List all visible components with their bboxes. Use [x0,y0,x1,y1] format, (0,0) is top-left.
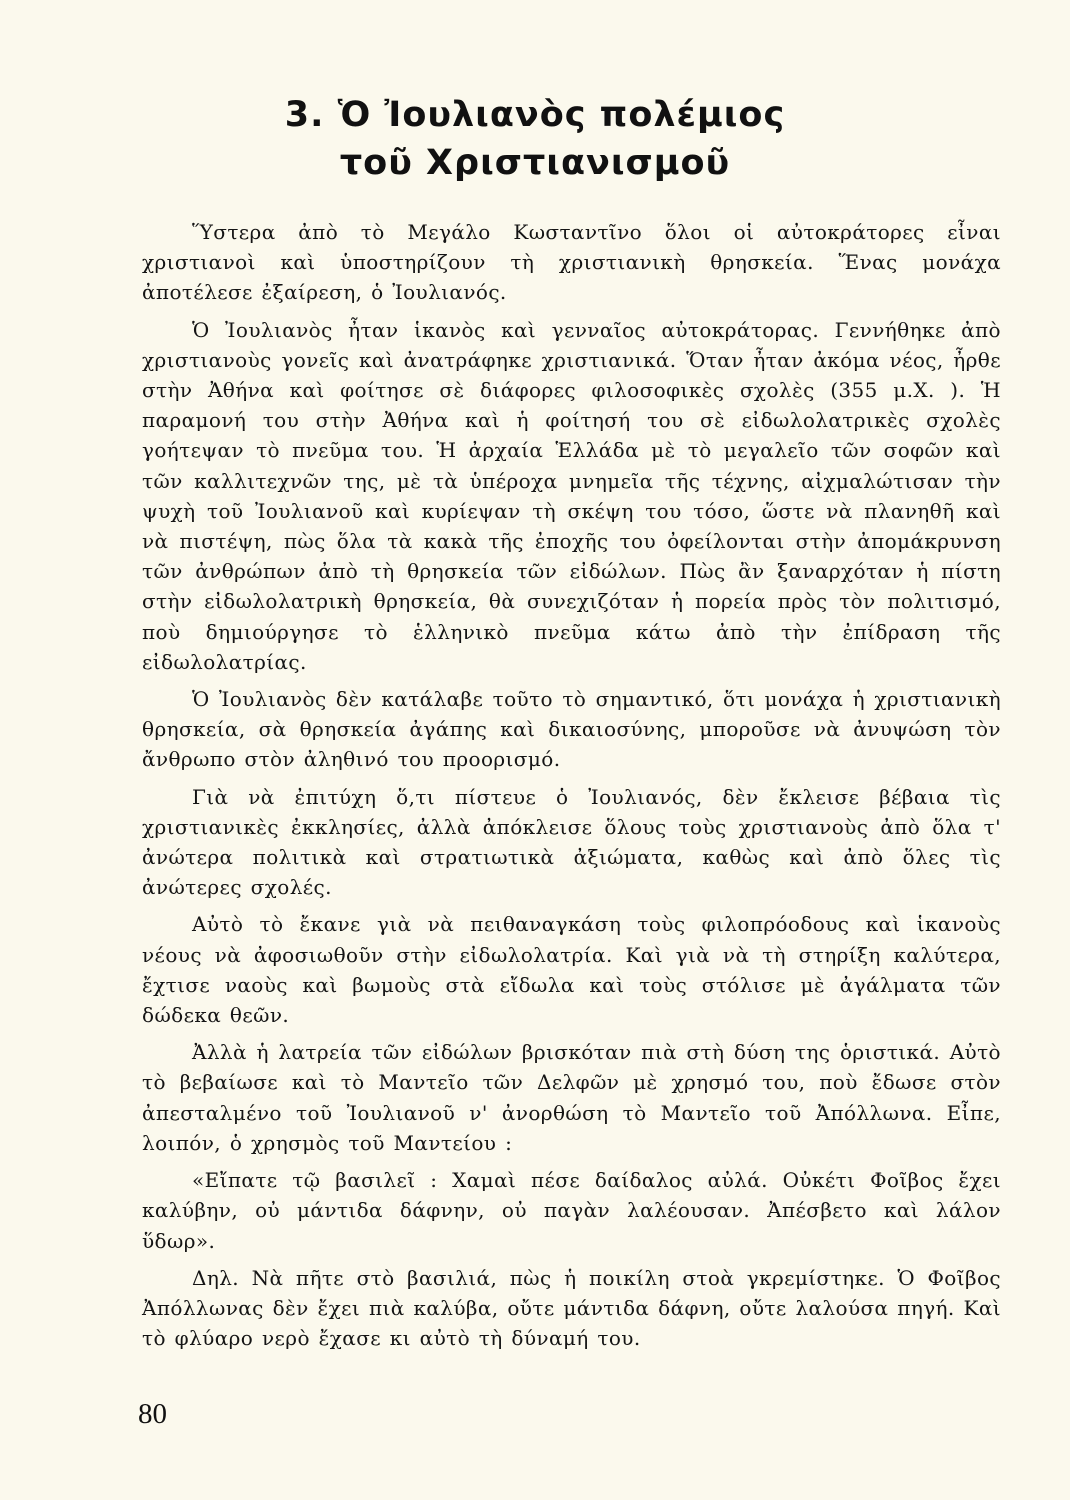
body-text [142,217,1001,1360]
paragraph: Ὁ Ἰουλιανὸς ἦταν ἱκανὸς καὶ γενναῖος αὐτοκράτορας. Γεννήθηκε ἀπὸ χριστιανοὺς γονεῖς καὶ ἀνατράφηκε χριστιανικά. Ὅταν ἦταν ἀκόμα νέος, ἦρθε στὴν Ἀθήνα καὶ φοίτησε σὲ διάφορες φιλοσοφικὲς σχολὲς (355 μ.Χ. ). Ἡ παραμονή του στὴν Ἀθήνα καὶ ἡ φοίτησή του σὲ εἰδωλολατρικὲς σχολὲς γοήτεψαν τὸ πνεῦμα του. Ἡ ἀρχαία Ἑλλάδα μὲ τὸ μεγαλεῖο τῶν σοφῶν καὶ τῶν καλλιτεχνῶν της, μὲ τὰ ὑπέροχα μνημεῖα τῆς τέχνης, αἰχμαλώτισαν τὴν ψυχὴ τοῦ Ἰουλιανοῦ καὶ κυρίεψαν τὴ σκέψη του τόσο, ὥστε νὰ πλανηθῆ καὶ νὰ πιστέψη, πὼς ὅλα τὰ κακὰ τῆς ἐποχῆς του ὀφείλονται στὴν ἀπομάκρυνση τῶν ἀνθρώπων ἀπὸ τὴ θρησκεία τῶν εἰδώλων. Πὼς ἂν ξαναρχόταν ἡ πίστη στὴν εἰδωλολατρικὴ θρησκεία, θὰ συνεχιζόταν ἡ πορεία πρὸς τὸν πολιτισμό, ποὺ δημιούργησε τὸ ἑλληνικὸ πνεῦμα κάτω ἀπὸ τὴν ἐπίδραση τῆς εἰδωλολατρίας. [142,317,1001,674]
paragraph: Ὁ Ἰουλιανὸς δὲν κατάλαβε τοῦτο τὸ σημαντικό, ὅτι μονάχα ἡ χριστιανικὴ θρησκεία, σὰ θρησκεία ἀγάπης καὶ δικαιοσύνης, μποροῦσε νὰ ἀνυψώση τὸν ἄνθρωπο στὸν ἀληθινό του προορισμό. [142,687,1001,772]
paragraph: Ἀλλὰ ἡ λατρεία τῶν εἰδώλων βρισκόταν πιὰ στὴ δύση της ὁριστικά. Αὐτὸ τὸ βεβαίωσε καὶ τὸ Μαντεῖο τῶν Δελφῶν μὲ χρησμό του, ποὺ ἔδωσε στὸν ἀπεσταλμένο τοῦ Ἰουλιανοῦ ν' ἀνορθώση τὸ Μαντεῖο τοῦ Ἀπόλλωνα. Εἶπε, λοιπόν, ὁ χρησμὸς τοῦ Μαντείου : [142,1040,1001,1155]
oracle-quote: «Εἴπατε τῷ βασιλεῖ : Χαμαὶ πέσε δαίδαλος αὐλά. Οὐκέτι Φοῖβος ἔχει καλύβην, οὐ μάντιδα δάφνην, οὐ παγὰν λαλέουσαν. Ἀπέσβετο καὶ λάλον ὕδωρ». [142,1168,1001,1253]
chapter-title-line-2: τοῦ Χριστιανισμοῦ [339,143,731,183]
chapter-title [0,92,1070,186]
paragraph: Αὐτὸ τὸ ἔκανε γιὰ νὰ πειθαναγκάση τοὺς φιλοπρόοδους καὶ ἱκανοὺς νέους νὰ ἀφοσιωθοῦν στὴν εἰδωλολατρία. Καὶ γιὰ νὰ τὴ στηρίξη καλύτερα, ἔχτισε ναοὺς καὶ βωμοὺς στὰ εἴδωλα καὶ τοὺς στόλισε μὲ ἀγάλματα τῶν δώδεκα θεῶν. [142,912,1001,1028]
paragraph: Γιὰ νὰ ἐπιτύχη ὅ,τι πίστευε ὁ Ἰουλιανός, δὲν ἔκλεισε βέβαια τὶς χριστιανικὲς ἐκκλησίες, ἀλλὰ ἀπόκλεισε ὅλους τοὺς χριστιανοὺς ἀπὸ ὅλα τ' ἀνώτερα πολιτικὰ καὶ στρατιωτικὰ ἀξιώματα, καθὼς καὶ ἀπὸ ὅλες τὶς ἀνώτερες σχολές. [142,784,1001,900]
chapter-title-line-1: 3. Ὁ Ἰουλιανὸς πολέμιος [284,95,786,135]
page-number: 80 [138,1398,167,1430]
paragraph: Ὕστερα ἀπὸ τὸ Μεγάλο Κωσταντῖνο ὅλοι οἱ αὐτοκράτορες εἶναι χριστιανοὶ καὶ ὑποστηρίζουν τὴ χριστιανικὴ θρησκεία. Ἕνας μονάχα ἀποτέλεσε ἐξαίρεση, ὁ Ἰουλιανός. [142,220,1001,305]
paragraph: Δηλ. Νὰ πῆτε στὸ βασιλιά, πὼς ἡ ποικίλη στοὰ γκρεμίστηκε. Ὁ Φοῖβος Ἀπόλλωνας δὲν ἔχει πιὰ καλύβα, οὔτε μάντιδα δάφνη, οὔτε λαλούσα πηγή. Καὶ τὸ φλύαρο νερὸ ἔχασε κι αὐτὸ τὴ δύναμή του. [142,1265,1001,1351]
